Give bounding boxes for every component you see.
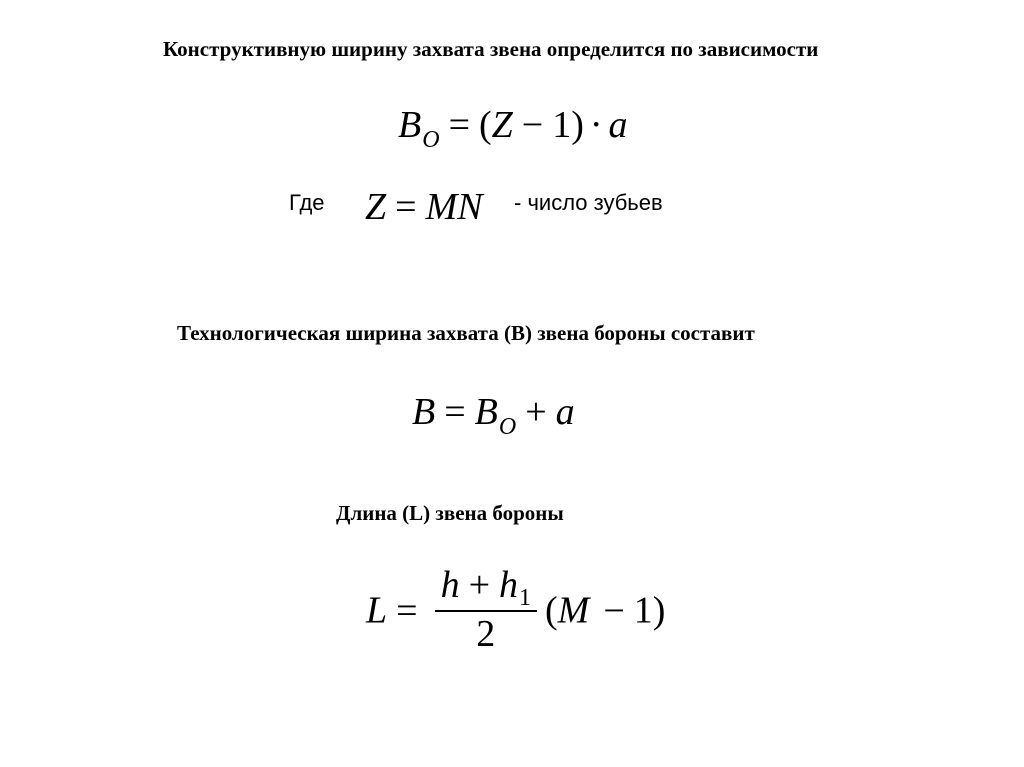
formula-design-width bbox=[398, 103, 628, 152]
formula2-equals: = bbox=[444, 391, 466, 433]
formula2-b: B bbox=[412, 391, 436, 433]
formula3-h1: h bbox=[499, 564, 519, 606]
where-equals: = bbox=[395, 186, 417, 228]
formula-tech-width bbox=[412, 390, 575, 439]
heading-length: Длина (L) звена бороны bbox=[336, 501, 564, 525]
formula1-z: Z bbox=[491, 104, 513, 146]
heading-design-width: Конструктивную ширину захвата звена определится по зависимости bbox=[163, 37, 819, 61]
formula3-numerator bbox=[435, 565, 537, 610]
formula3-minus: − bbox=[603, 589, 625, 632]
formula3-rparen: ) bbox=[652, 589, 666, 632]
formula1-minus: − bbox=[521, 104, 544, 146]
where-description: - число зубьев bbox=[514, 190, 663, 215]
formula2-a: a bbox=[555, 391, 575, 433]
formula3-fraction bbox=[435, 565, 537, 656]
formula3-one: 1 bbox=[633, 589, 653, 632]
formula3-denominator: 2 bbox=[476, 613, 496, 655]
formula1-b-subscript: O bbox=[422, 127, 440, 153]
formula1-a: a bbox=[608, 104, 628, 146]
formula1-dot: · bbox=[589, 104, 603, 146]
formula2-bo: B bbox=[474, 391, 498, 433]
heading-tech-width: Технологическая ширина захвата (B) звена бороны составит bbox=[177, 321, 755, 345]
formula1-equals: = bbox=[448, 104, 470, 146]
formula1-b: B bbox=[398, 104, 422, 146]
formula3-plus: + bbox=[468, 564, 491, 606]
formula1-one: 1 bbox=[552, 104, 572, 146]
where-label: Где bbox=[289, 190, 325, 215]
formula3-l: L bbox=[366, 589, 388, 632]
formula3-h1-subscript: 1 bbox=[519, 585, 532, 611]
formula3-m: M bbox=[557, 589, 590, 632]
formula-teeth-count bbox=[365, 185, 483, 229]
formula1-lparen: ( bbox=[479, 104, 492, 146]
formula2-plus: + bbox=[525, 391, 547, 433]
where-mn: MN bbox=[425, 186, 483, 228]
formula3-lparen: ( bbox=[545, 589, 558, 632]
formula-length bbox=[366, 565, 665, 656]
formula3-h: h bbox=[440, 564, 460, 606]
where-z: Z bbox=[365, 186, 387, 228]
formula2-bo-subscript: O bbox=[498, 414, 517, 440]
formula1-rparen: ) bbox=[571, 104, 584, 146]
formula3-equals: = bbox=[396, 589, 418, 632]
